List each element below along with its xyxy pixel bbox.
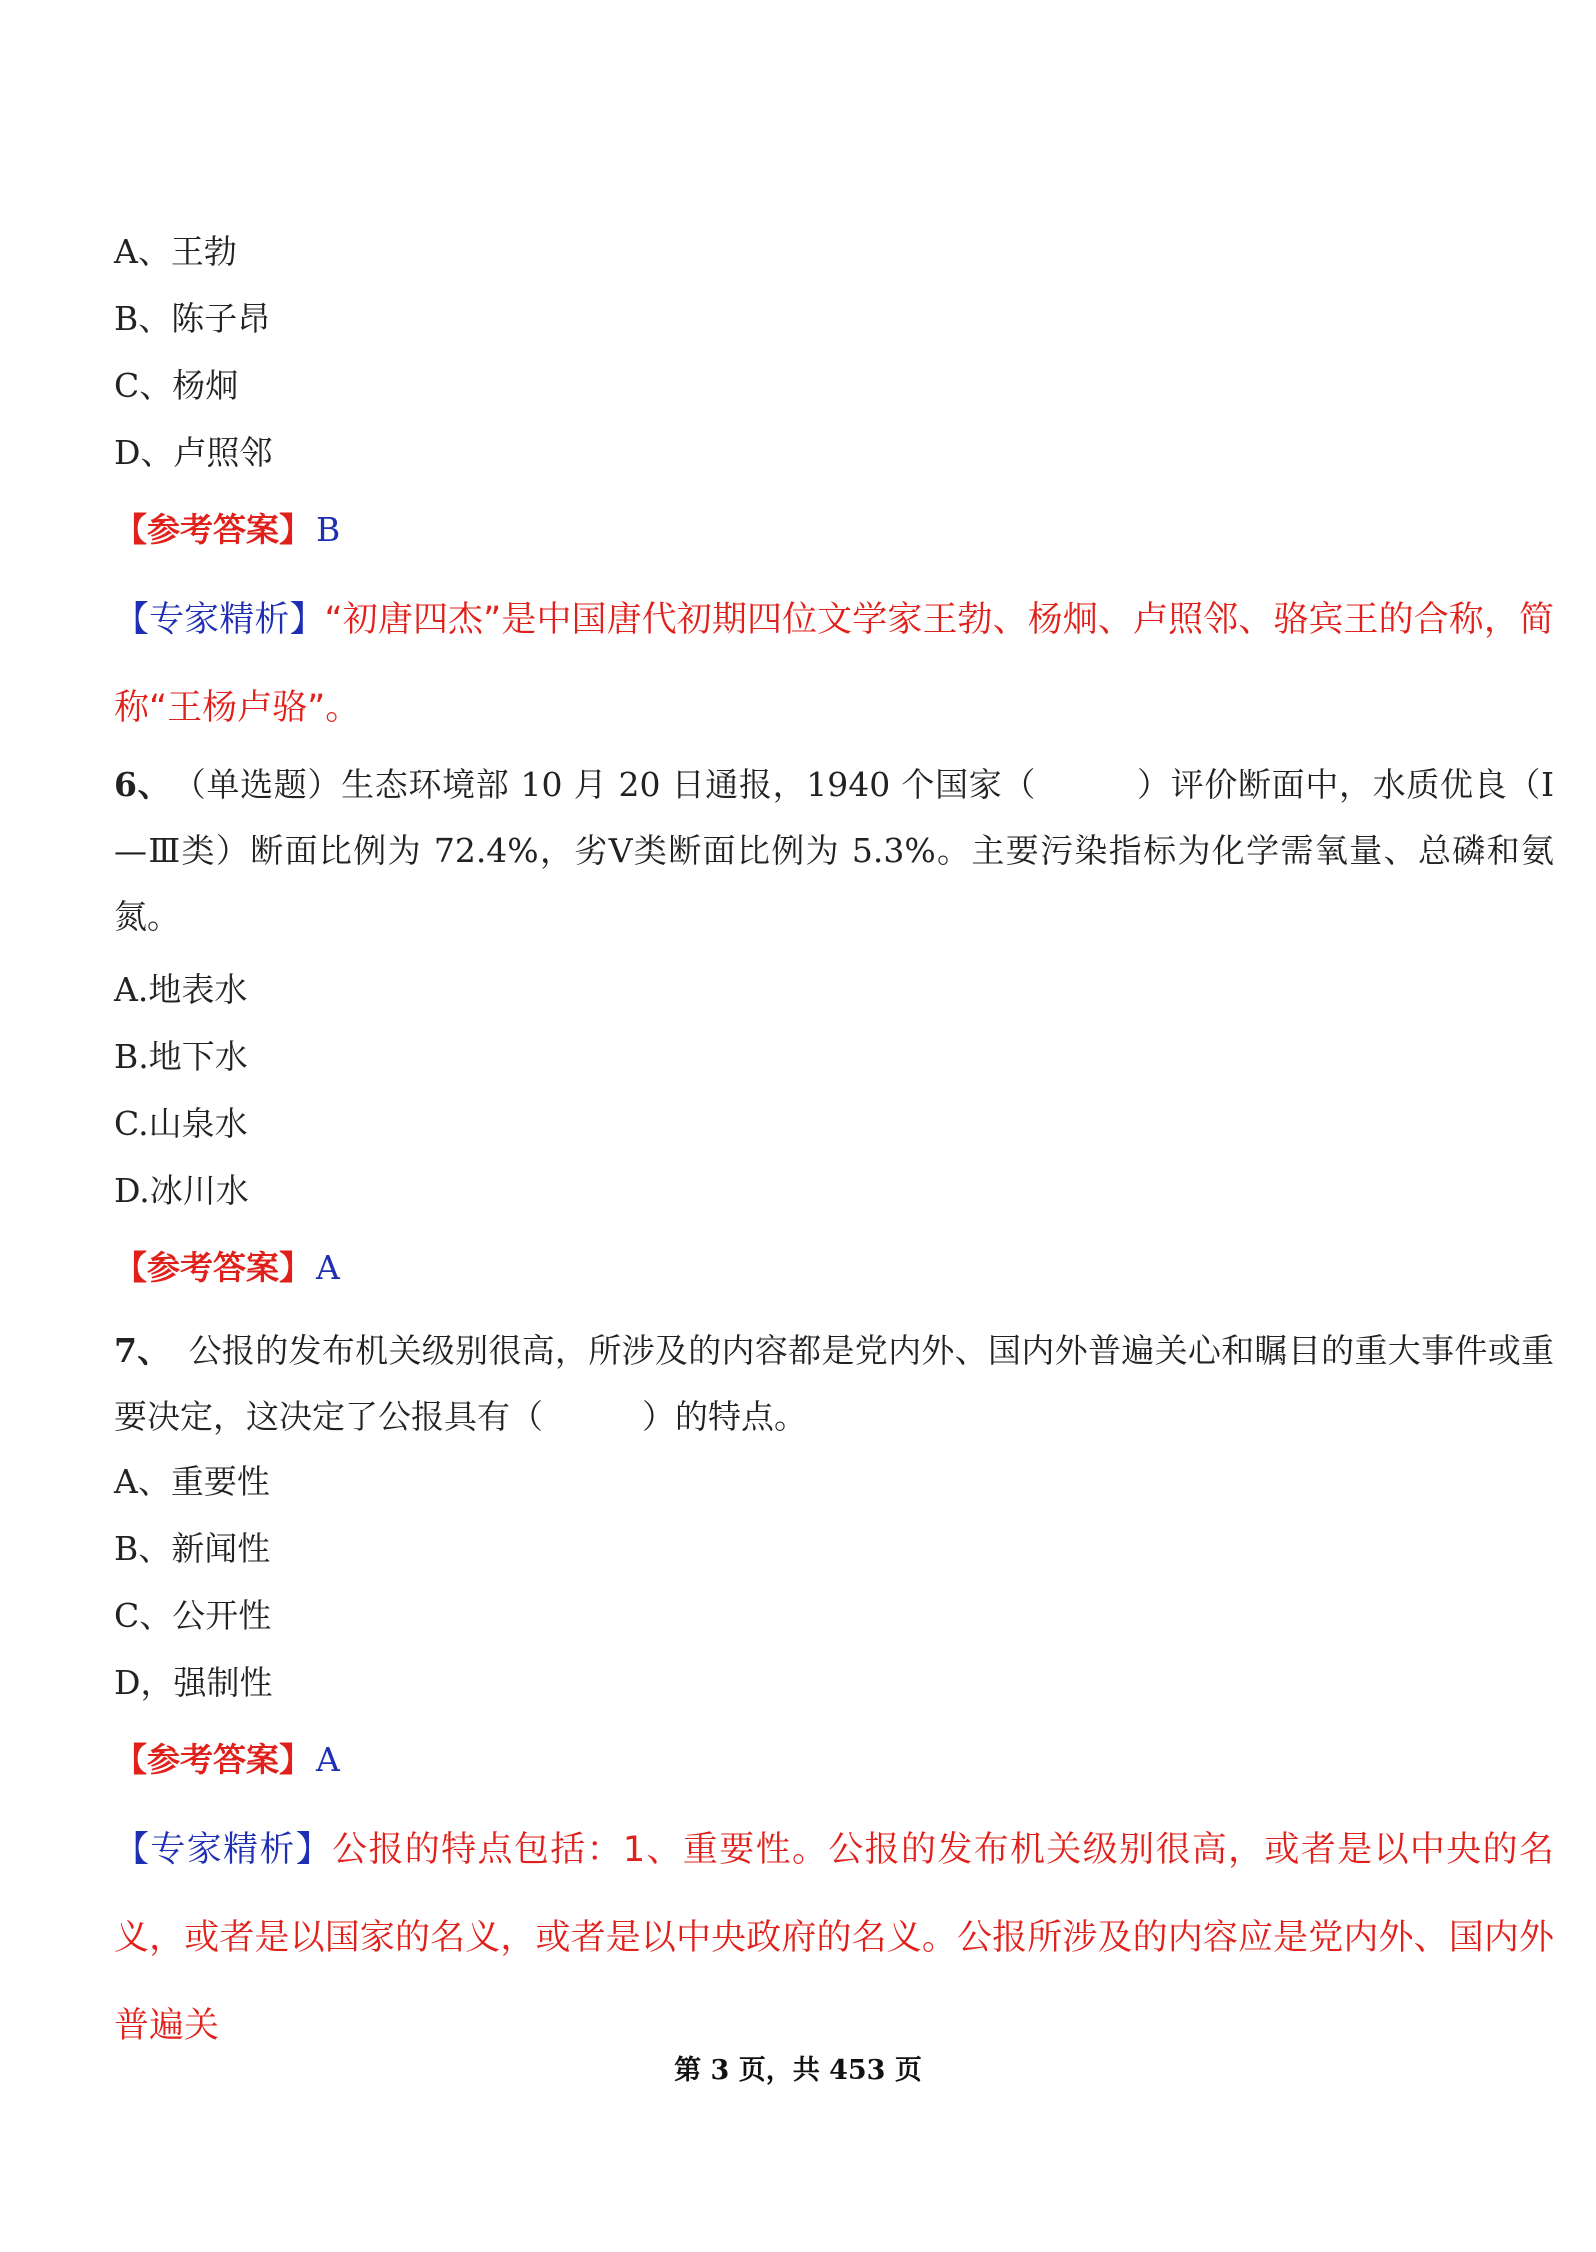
q5-answer [114,508,340,552]
q7-option-b: B、新闻性 [114,1529,271,1568]
answer-value: A [316,1248,340,1287]
q6-answer [114,1246,340,1290]
question-text: （单选题）生态环境部 10 月 20 日通报，1940 个国家（ ）评价断面中，水质优良（Ⅰ—Ⅲ类）断面比例为 72.4%，劣Ⅴ类断面比例为 5.3%。主要污染指标为化学需氧量、总磷和氨氮。 [114,765,1555,936]
answer-label: 【参考答案】 [114,510,312,549]
q7-option-c: C、公开性 [114,1596,272,1635]
q5-option-a: A、王勃 [114,232,237,271]
expert-text: “初唐四杰”是中国唐代初期四位文学家王勃、杨炯、卢照邻、骆宾王的合称，简称“王杨卢骆”。 [114,600,1554,728]
q7-stem [114,1318,1554,1450]
q6-option-c: C.山泉水 [114,1104,248,1143]
q6-option-d: D.冰川水 [114,1171,249,1210]
q7-answer [114,1738,340,1782]
expert-text: 公报的特点包括：1、重要性。公报的发布机关级别很高，或者是以中央的名义，或者是以国家的名义，或者是以中央政府的名义。公报所涉及的内容应是党内外、国内外普遍关 [114,1830,1554,2046]
question-number: 6、 [114,765,172,804]
page-footer: 第 3 页，共 453 页 [674,2055,922,2086]
answer-value: A [316,1740,340,1779]
q5-option-b: B、陈子昂 [114,299,271,338]
answer-label: 【参考答案】 [114,1248,312,1287]
q6-option-b: B.地下水 [114,1037,248,1076]
question-text: 公报的发布机关级别很高，所涉及的内容都是党内外、国内外普遍关心和瞩目的重大事件或重要决定，这决定了公报具有（ ）的特点。 [114,1331,1555,1436]
answer-value: B [316,510,341,549]
question-number: 7、 [114,1331,171,1370]
expert-label: 【专家精析】 [114,600,325,640]
q5-expert-analysis [114,576,1554,752]
q7-expert-analysis [114,1806,1554,2070]
answer-label: 【参考答案】 [114,1740,312,1779]
q7-option-d: D，强制性 [114,1663,273,1702]
q6-option-a: A.地表水 [114,970,248,1009]
q6-stem [114,752,1554,950]
q7-option-a: A、重要性 [114,1462,270,1501]
q5-option-d: D、卢照邻 [114,433,273,472]
expert-label: 【专家精析】 [114,1830,333,1870]
q5-option-c: C、杨炯 [114,366,239,405]
